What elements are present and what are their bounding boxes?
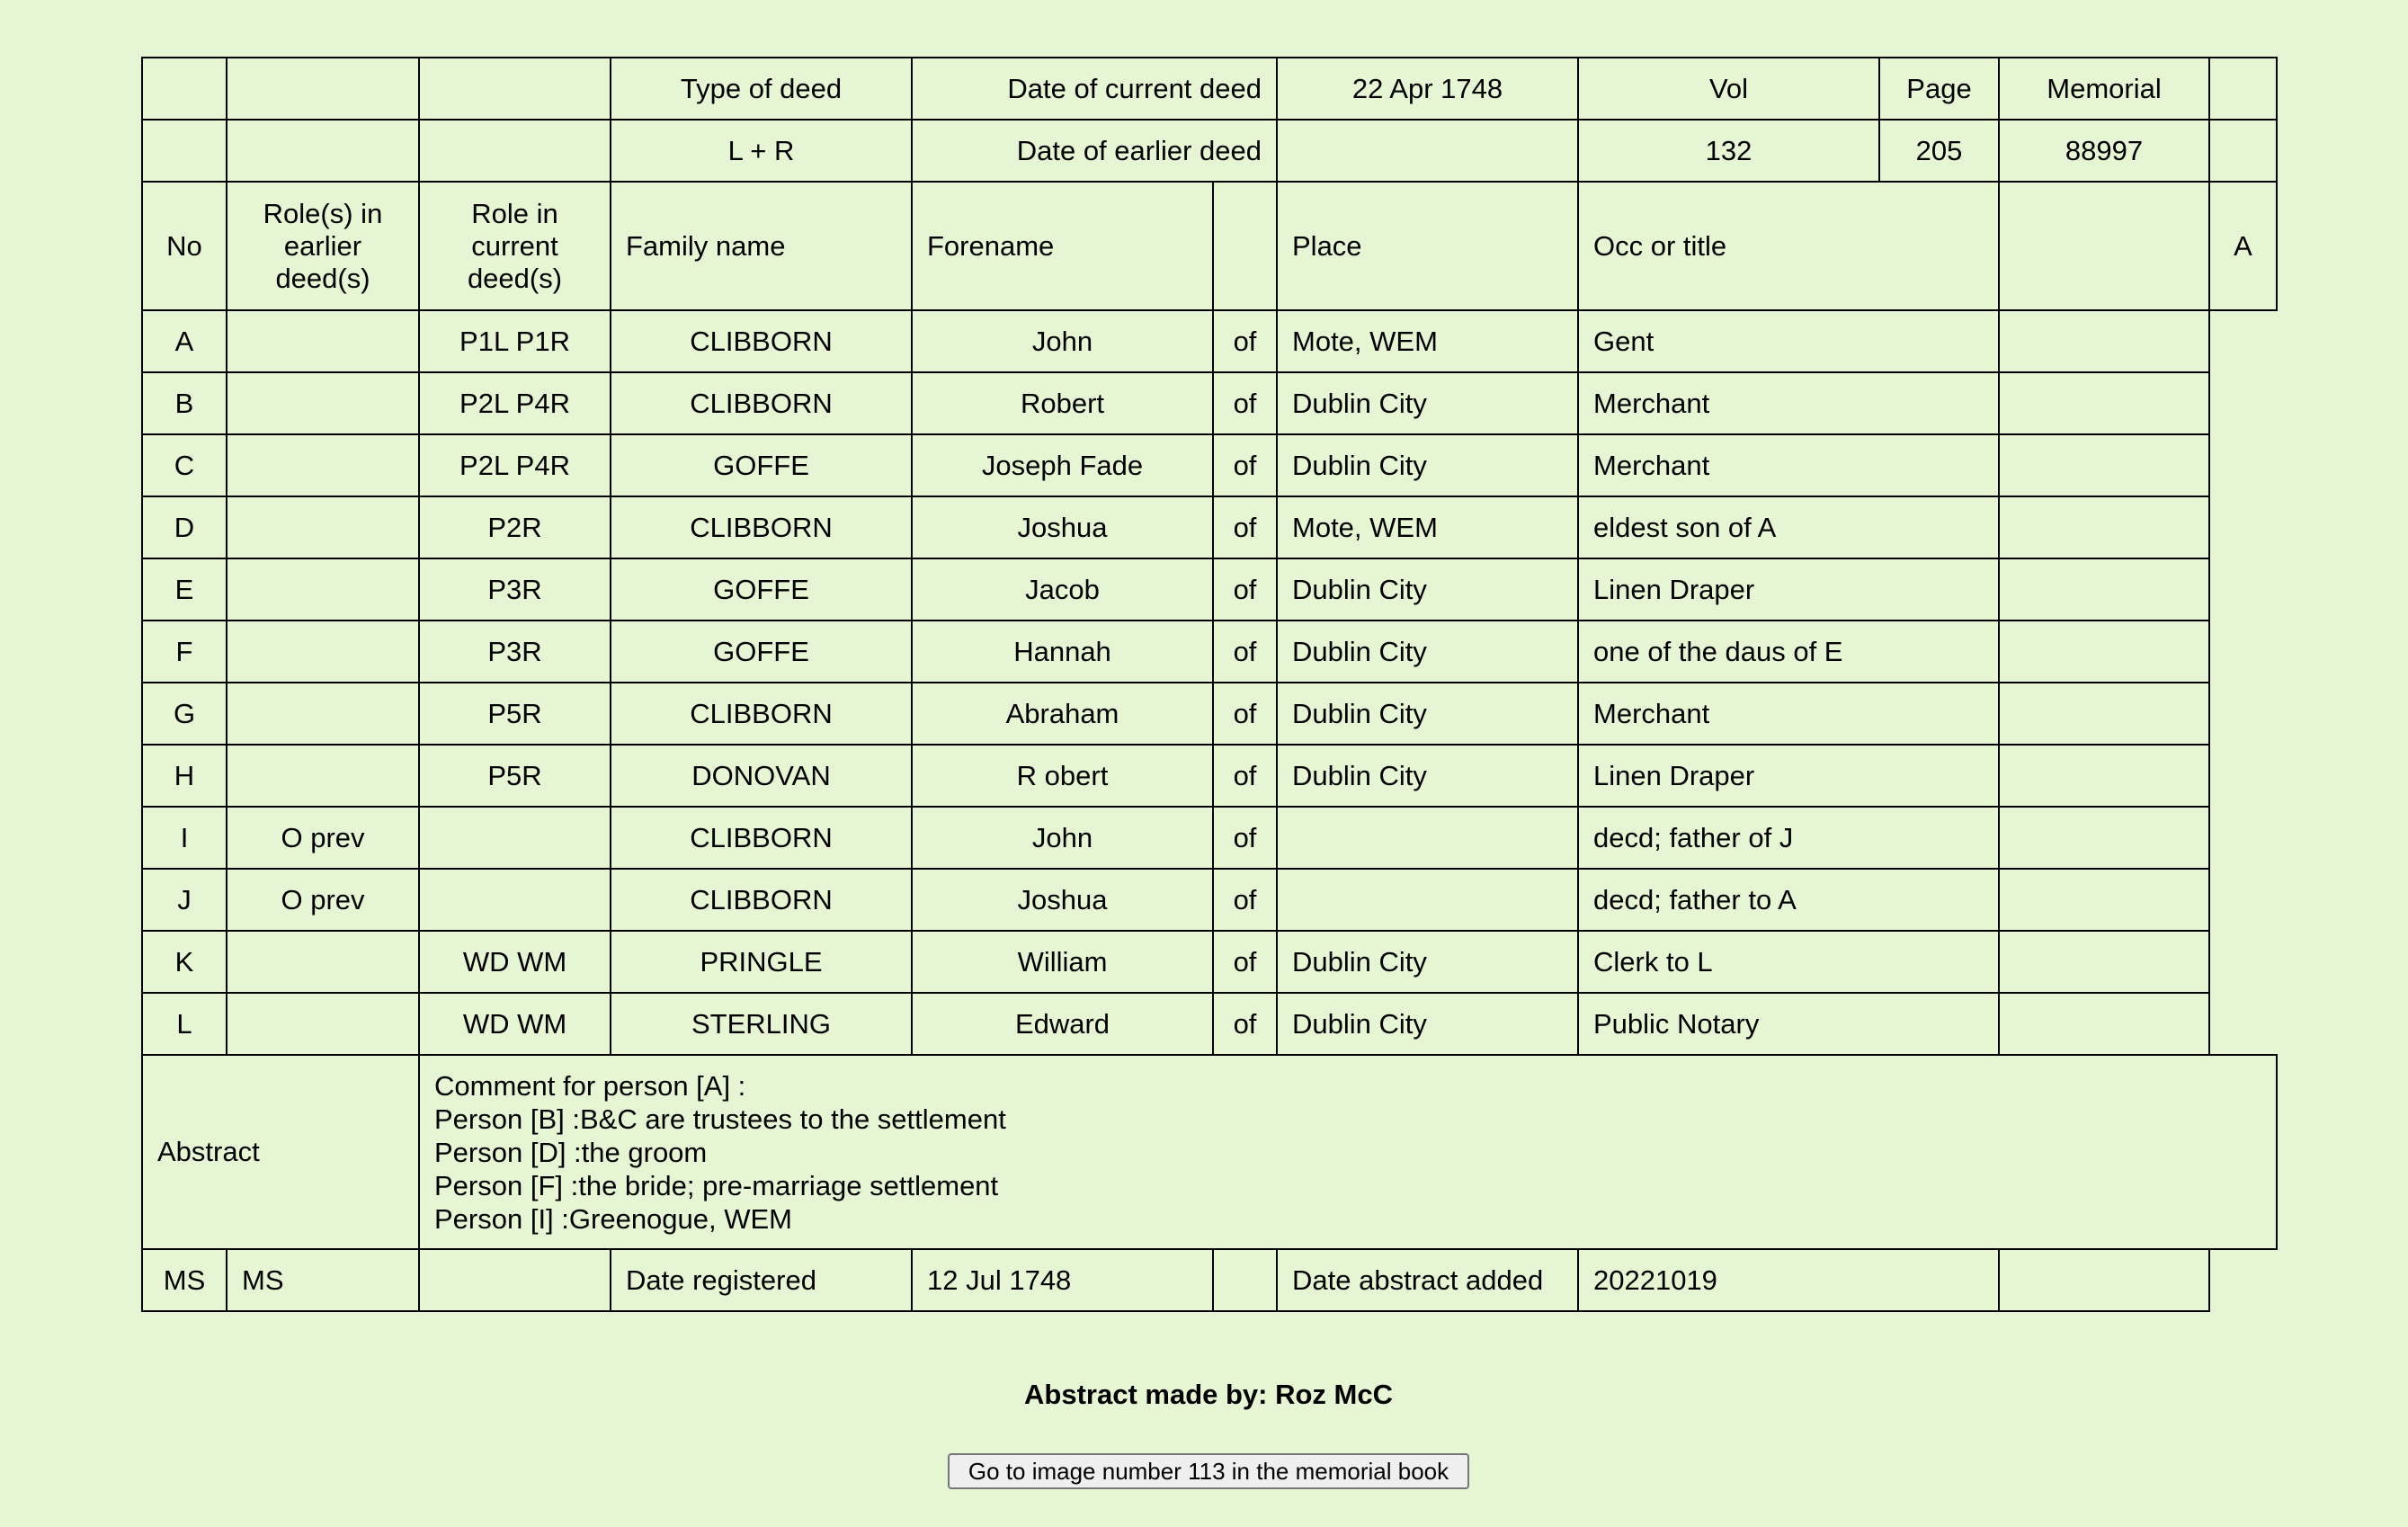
- date-added-label: Date abstract added: [1277, 1249, 1578, 1311]
- person-forename: Joshua: [912, 496, 1213, 558]
- person-forename: Jacob: [912, 558, 1213, 621]
- empty-cell: [227, 120, 419, 182]
- abstract-row: [142, 1055, 2277, 1249]
- date-registered-label: Date registered: [611, 1249, 912, 1311]
- deed-table: [141, 57, 2278, 1312]
- person-role-current: P3R: [419, 621, 611, 683]
- person-place: Dublin City: [1277, 931, 1578, 993]
- column-header-row: [142, 182, 2277, 310]
- abstract-line: Person [B] :B&C are trustees to the settlement: [434, 1103, 1006, 1135]
- person-roles-earlier: [227, 496, 419, 558]
- person-roles-earlier: [227, 931, 419, 993]
- person-no: J: [142, 869, 227, 931]
- empty-cell: [1213, 182, 1277, 310]
- person-family-name: DONOVAN: [611, 745, 912, 807]
- person-forename: Joseph Fade: [912, 434, 1213, 496]
- vol-label: Vol: [1578, 58, 1879, 120]
- person-no: C: [142, 434, 227, 496]
- type-of-deed-value: L + R: [611, 120, 912, 182]
- person-role-current: P1L P1R: [419, 310, 611, 372]
- person-family-name: STERLING: [611, 993, 912, 1055]
- empty-cell: [419, 1249, 611, 1311]
- person-family-name: GOFFE: [611, 621, 912, 683]
- person-occ: one of the daus of E: [1578, 621, 1999, 683]
- empty-cell: [1999, 558, 2209, 621]
- person-role-current: P5R: [419, 683, 611, 745]
- page-label: Page: [1879, 58, 1999, 120]
- person-place: [1277, 869, 1578, 931]
- vol-value: 132: [1578, 120, 1879, 182]
- person-role-current: P2R: [419, 496, 611, 558]
- abstract-line: Comment for person [A] :: [434, 1069, 746, 1102]
- deed-info-row-2: [142, 120, 2277, 182]
- ms-cell: MS: [227, 1249, 419, 1311]
- col-header-no: No: [142, 182, 227, 310]
- person-row: [142, 807, 2277, 869]
- person-row: [142, 310, 2277, 372]
- abstract-author: Abstract made by: Roz McC: [1024, 1379, 1393, 1410]
- person-forename: Edward: [912, 993, 1213, 1055]
- person-occ: eldest son of A: [1578, 496, 1999, 558]
- person-of: of: [1213, 372, 1277, 434]
- abstract-line: Person [D] :the groom: [434, 1136, 708, 1168]
- empty-cell: [1999, 434, 2209, 496]
- person-roles-earlier: [227, 310, 419, 372]
- person-occ: Clerk to L: [1578, 931, 1999, 993]
- person-forename: R obert: [912, 745, 1213, 807]
- person-family-name: CLIBBORN: [611, 310, 912, 372]
- person-of: of: [1213, 683, 1277, 745]
- person-roles-earlier: [227, 621, 419, 683]
- person-occ: Public Notary: [1578, 993, 1999, 1055]
- go-to-image-button[interactable]: Go to image number 113 in the memorial book: [948, 1453, 1469, 1489]
- person-row: [142, 496, 2277, 558]
- person-of: of: [1213, 434, 1277, 496]
- empty-cell: [1999, 1249, 2209, 1311]
- person-of: of: [1213, 621, 1277, 683]
- person-occ: Merchant: [1578, 434, 1999, 496]
- person-occ: decd; father of J: [1578, 807, 1999, 869]
- person-no: H: [142, 745, 227, 807]
- person-occ: decd; father to A: [1578, 869, 1999, 931]
- person-row: [142, 993, 2277, 1055]
- col-header-role-current: Role in current deed(s): [419, 182, 611, 310]
- person-place: Dublin City: [1277, 434, 1578, 496]
- person-occ: Gent: [1578, 310, 1999, 372]
- person-of: of: [1213, 931, 1277, 993]
- person-roles-earlier: [227, 745, 419, 807]
- person-no: B: [142, 372, 227, 434]
- person-place: Mote, WEM: [1277, 310, 1578, 372]
- type-of-deed-label: Type of deed: [611, 58, 912, 120]
- person-role-current: P2L P4R: [419, 434, 611, 496]
- person-place: Dublin City: [1277, 745, 1578, 807]
- person-no: L: [142, 993, 227, 1055]
- empty-cell: [1999, 745, 2209, 807]
- person-occ: Merchant: [1578, 683, 1999, 745]
- date-earlier-value: [1277, 120, 1578, 182]
- person-family-name: GOFFE: [611, 558, 912, 621]
- person-place: Dublin City: [1277, 683, 1578, 745]
- empty-cell: [1999, 496, 2209, 558]
- person-role-current: WD WM: [419, 931, 611, 993]
- empty-cell: [1999, 807, 2209, 869]
- person-roles-earlier: [227, 372, 419, 434]
- person-row: [142, 372, 2277, 434]
- date-current-value: 22 Apr 1748: [1277, 58, 1578, 120]
- person-forename: John: [912, 807, 1213, 869]
- person-of: of: [1213, 807, 1277, 869]
- person-row: [142, 745, 2277, 807]
- empty-cell: [2209, 120, 2277, 182]
- memorial-label: Memorial: [1999, 58, 2209, 120]
- abstract-line: Person [F] :the bride; pre-marriage settlement: [434, 1169, 999, 1201]
- empty-cell: [1999, 869, 2209, 931]
- person-forename: Joshua: [912, 869, 1213, 931]
- person-of: of: [1213, 558, 1277, 621]
- col-header-place: Place: [1277, 182, 1578, 310]
- person-role-current: [419, 807, 611, 869]
- person-role-current: P3R: [419, 558, 611, 621]
- person-no: A: [142, 310, 227, 372]
- person-no: D: [142, 496, 227, 558]
- col-header-roles-earlier: Role(s) in earlier deed(s): [227, 182, 419, 310]
- person-family-name: CLIBBORN: [611, 372, 912, 434]
- empty-cell: [227, 58, 419, 120]
- person-roles-earlier: O prev: [227, 807, 419, 869]
- person-family-name: CLIBBORN: [611, 869, 912, 931]
- col-header-forename: Forename: [912, 182, 1213, 310]
- person-place: Dublin City: [1277, 621, 1578, 683]
- col-header-a: A: [2209, 182, 2277, 310]
- person-place: Mote, WEM: [1277, 496, 1578, 558]
- person-occ: Merchant: [1578, 372, 1999, 434]
- person-forename: Abraham: [912, 683, 1213, 745]
- person-role-current: [419, 869, 611, 931]
- memorial-value: 88997: [1999, 120, 2209, 182]
- empty-cell: [1999, 993, 2209, 1055]
- person-row: [142, 683, 2277, 745]
- empty-cell: [2209, 58, 2277, 120]
- page-value: 205: [1879, 120, 1999, 182]
- person-family-name: CLIBBORN: [611, 496, 912, 558]
- date-current-label: Date of current deed: [912, 58, 1277, 120]
- person-roles-earlier: [227, 683, 419, 745]
- empty-cell: [142, 58, 227, 120]
- person-of: of: [1213, 993, 1277, 1055]
- empty-cell: [1999, 683, 2209, 745]
- person-place: [1277, 807, 1578, 869]
- person-no: G: [142, 683, 227, 745]
- person-roles-earlier: O prev: [227, 869, 419, 931]
- empty-cell: [1999, 931, 2209, 993]
- person-family-name: GOFFE: [611, 434, 912, 496]
- person-roles-earlier: [227, 558, 419, 621]
- person-no: F: [142, 621, 227, 683]
- person-of: of: [1213, 496, 1277, 558]
- date-added-value: 20221019: [1578, 1249, 1999, 1311]
- col-header-family-name: Family name: [611, 182, 912, 310]
- person-family-name: CLIBBORN: [611, 683, 912, 745]
- empty-cell: [1213, 1249, 1277, 1311]
- registration-row: [142, 1249, 2277, 1311]
- person-forename: Hannah: [912, 621, 1213, 683]
- person-place: Dublin City: [1277, 993, 1578, 1055]
- date-registered-value: 12 Jul 1748: [912, 1249, 1213, 1311]
- person-no: E: [142, 558, 227, 621]
- person-row: [142, 931, 2277, 993]
- person-no: I: [142, 807, 227, 869]
- person-family-name: PRINGLE: [611, 931, 912, 993]
- empty-cell: [419, 58, 611, 120]
- person-roles-earlier: [227, 993, 419, 1055]
- abstract-text: [419, 1055, 2277, 1249]
- person-of: of: [1213, 745, 1277, 807]
- abstract-label: Abstract: [142, 1055, 419, 1249]
- person-forename: Robert: [912, 372, 1213, 434]
- col-header-occ: Occ or title: [1578, 182, 1999, 310]
- person-place: Dublin City: [1277, 372, 1578, 434]
- person-occ: Linen Draper: [1578, 558, 1999, 621]
- person-forename: John: [912, 310, 1213, 372]
- person-role-current: WD WM: [419, 993, 611, 1055]
- person-forename: William: [912, 931, 1213, 993]
- empty-cell: [1999, 372, 2209, 434]
- person-place: Dublin City: [1277, 558, 1578, 621]
- person-row: [142, 558, 2277, 621]
- person-row: [142, 434, 2277, 496]
- person-row: [142, 869, 2277, 931]
- empty-cell: [1999, 310, 2209, 372]
- person-occ: Linen Draper: [1578, 745, 1999, 807]
- empty-cell: [1999, 182, 2209, 310]
- person-no: K: [142, 931, 227, 993]
- person-of: of: [1213, 310, 1277, 372]
- person-role-current: P2L P4R: [419, 372, 611, 434]
- empty-cell: [419, 120, 611, 182]
- deed-info-row-1: [142, 58, 2277, 120]
- person-of: of: [1213, 869, 1277, 931]
- empty-cell: [142, 120, 227, 182]
- person-role-current: P5R: [419, 745, 611, 807]
- person-family-name: CLIBBORN: [611, 807, 912, 869]
- abstract-line: Person [I] :Greenogue, WEM: [434, 1202, 793, 1235]
- ms-cell: MS: [142, 1249, 227, 1311]
- person-roles-earlier: [227, 434, 419, 496]
- person-row: [142, 621, 2277, 683]
- date-earlier-label: Date of earlier deed: [912, 120, 1277, 182]
- empty-cell: [1999, 621, 2209, 683]
